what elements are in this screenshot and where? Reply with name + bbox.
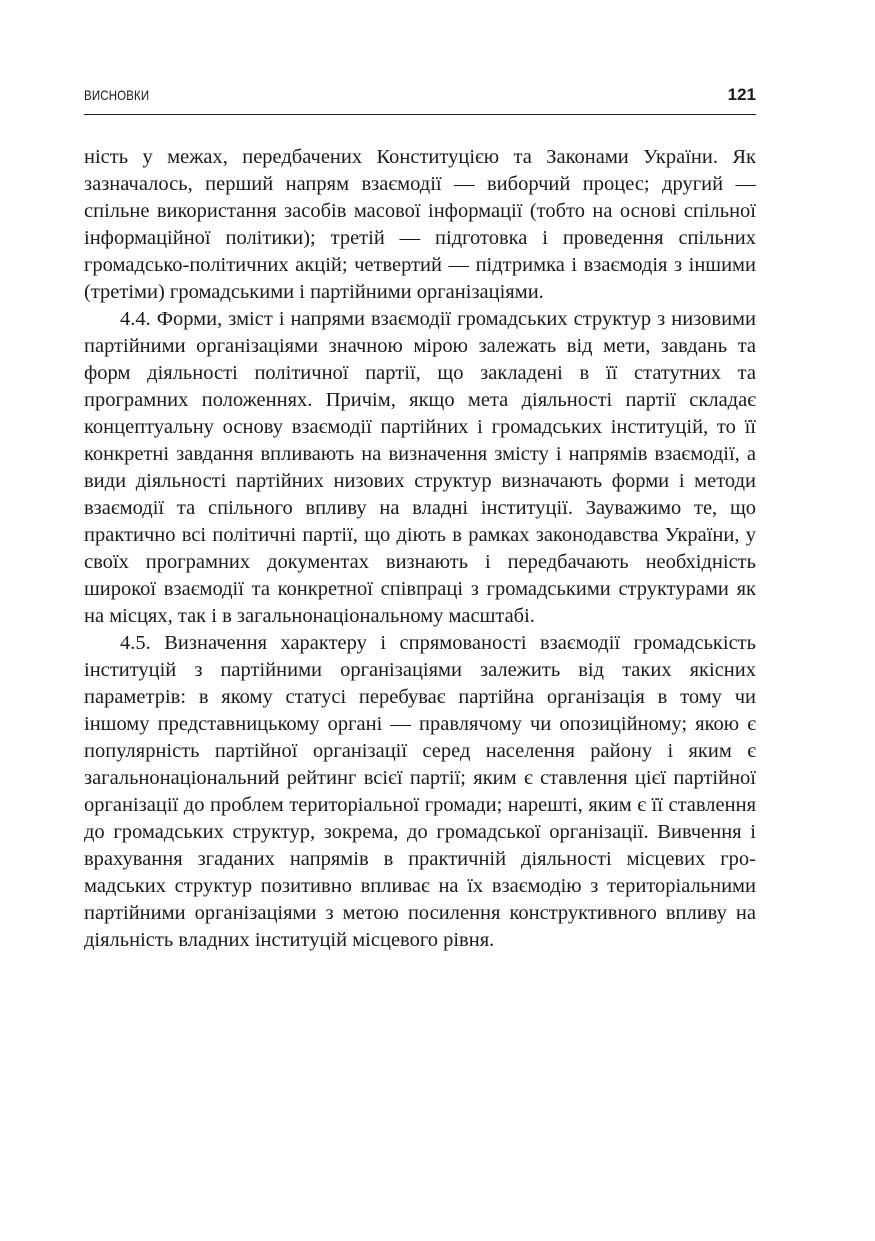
- body-text: [84, 144, 756, 954]
- section-title: ВИСНОВКИ: [84, 87, 150, 103]
- paragraph-4-5: 4.5. Визначення характеру і спрямованості взаємодії громадськість інституцій з партійними організаціями залежить від таких якісних параметрів: в якому статусі перебуває партійна організація в тому чи іншому представницькому органі — правлячому чи опозиційному; якою є популярність партійної організації серед населення району і яким є загальнонаціональний рейтинг всієї партії; яким є ставлення цієї партійної організації до проблем територіальної громади; нарешті, яким є її ставлення до громадських структур, зокрема, до громадської організації. Вивчення і врахування згаданих напрямів в практичній діяльності місцевих громадських структур позитивно впливає на їх взаємодію з територіальними партійними організаціями з метою посилення конструктивного впливу на діяльність владних інституцій місцевого рівня.: [84, 632, 756, 951]
- page-number: 121: [727, 85, 756, 104]
- paragraph-4-4: 4.4. Форми, зміст і напрями взаємодії громадських структур з низовими партійними організаціями значною мірою залежать від мети, завдань та форм діяльності політичної партії, що закладені в її статутних та програмних положеннях. Причім, якщо мета діяльності партії складає концептуальну основу взаємодії партійних і громадських інституцій, то її конкретні завдання впливають на визначення змісту і напрямів взаємодії, а види діяльності партійних низових структур визначають форми і методи взаємодії та спільного впливу на владні інституції. Зауважимо те, що практично всі політичні партії, що діють в рамках законодавства України, у своїх програмних документах визнають і передбачають необхідність широкої взаємодії та конкретної співпраці з громадськими структурами як на місцях, так і в загальнонаціональному масштабі.: [84, 308, 756, 627]
- running-header: [84, 86, 756, 115]
- paragraph-continuation: ність у межах, передбачених Конституцією та Законами України. Як зазначалось, перший напрям взаємодії — виборчий процес; другий — спільне використання засобів масової інформації (тобто на основі спільної інформаційної політики); третій — підготовка і проведення спільних громадсько-політичних акцій; четвертий — підтримка і взаємодія з іншими (третіми) громадськими і партійними організаціями.: [84, 146, 756, 303]
